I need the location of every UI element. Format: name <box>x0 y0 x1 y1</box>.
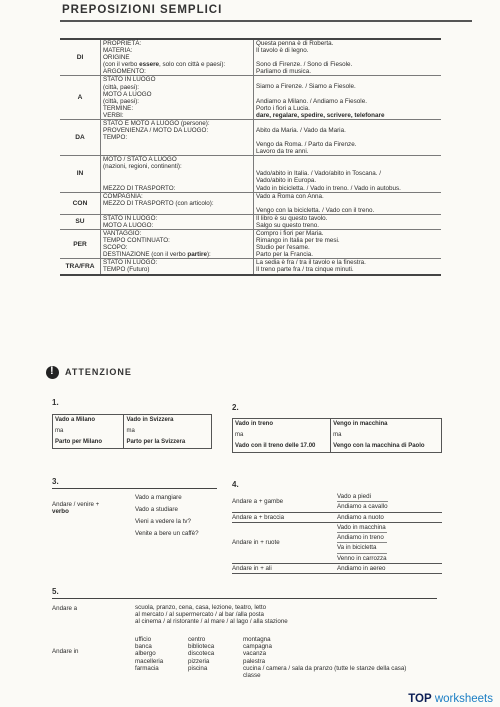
example-cell: Vado/abito in Italia. / Vado/abito in Toscana. / Vado/abito in Europa. Vado in bicicletta. / Vado in treno. / Vado in autobus. <box>254 156 442 192</box>
title-divider <box>60 20 472 22</box>
preposition-cell: IN <box>60 156 101 192</box>
table-cell: ma <box>126 428 135 434</box>
group-examples: Andiamo a nuoto <box>337 513 384 521</box>
brand-logo: TOP worksheets <box>408 693 493 705</box>
table-cell: Vado in Svizzera <box>126 417 174 423</box>
section-2-table <box>232 418 442 453</box>
preposition-cell: CON <box>60 192 101 214</box>
group-examples: Vado in macchina Andiamo in treno Va in bicicletta Venno in carrozza <box>337 523 387 562</box>
usage-cell: VANTAGGIO: TEMPO CONTINUATO: SCOPO: DESTINAZIONE (con il verbo partire): <box>101 229 254 258</box>
example-cell: Vado a Roma con Anna. Vengo con la bicicletta. / Vado con il treno. <box>254 192 442 214</box>
table-row <box>60 192 441 214</box>
table-row <box>60 259 441 275</box>
section-1-table <box>52 414 212 449</box>
section-4-number: 4. <box>232 480 239 489</box>
section-1-number: 1. <box>52 398 59 407</box>
list-item <box>232 523 442 564</box>
group-label: Andare a + gambe <box>232 498 284 506</box>
andare-in-column: centro biblioteca discoteca pizzeria piscina <box>188 636 215 672</box>
section-2-number: 2. <box>232 403 239 412</box>
section-3-rule <box>52 488 217 489</box>
list-item <box>232 513 442 523</box>
andare-a-list: scuola, pranzo, cena, casa, lezione, teatro, letto al mercato / al supermercato / al bar /alla posta al cinema / al ristorante / al mare / al lago / alla stazione <box>135 604 288 626</box>
example-cell: Questa penna è di Roberta. Il tavolo è di legno. Sono di Firenze. / Sono di Fiesole. Parliamo di musica. <box>256 40 353 76</box>
section-5-rule <box>52 598 437 599</box>
page-title: PREPOSIZIONI SEMPLICI <box>62 4 223 16</box>
section-5-number: 5. <box>52 587 59 596</box>
example-cell: La sedia è fra / tra il tavolo e la finestra. Il treno parte fra / tra cinque minuti. <box>254 259 442 275</box>
table-cell: ma <box>53 426 124 437</box>
table-row <box>60 229 441 258</box>
section-3-number: 3. <box>52 477 59 486</box>
preposition-cell: DI <box>60 39 101 76</box>
table-cell: Vengo con la macchina di Paolo <box>333 443 425 449</box>
andare-in-column: montagna campagna vacanza palestra cucina / camera / sala da pranzo (tutte le stanze della casa) classe <box>243 636 407 680</box>
usage-cell: STATO E MOTO A LUOGO (persone): PROVENIENZA / MOTO DA LUOGO: TEMPO: <box>101 120 254 156</box>
table-row <box>60 156 441 192</box>
andare-a-label: Andare a <box>52 605 78 612</box>
section-3-examples: Vado a mangiare Vado a studiare Vieni a vedere la tv? Venite a bere un caffè? <box>135 494 199 537</box>
group-label: Andare in + ali <box>232 565 272 573</box>
usage-cell: STATO IN LUOGO (città, paesi): MOTO A LUOGO (città, paesi): TERMINE: VERBI: <box>101 76 254 120</box>
table-row <box>60 76 441 120</box>
group-label: Andare a + braccia <box>232 513 285 521</box>
table-cell: Parto per Milano <box>53 437 124 449</box>
example-cell: Siamo a Firenze. / Siamo a Fiesole. Andiamo a Milano. / Andiamo a Fiesole. Porto i fiori a Lucia. dare, regalare, spedire, scrivere, telefonare <box>254 76 442 120</box>
table-cell: Vengo in macchina <box>333 421 388 427</box>
usage-cell: STATO IN LUOGO: MOTO A LUOGO: <box>101 214 254 229</box>
preposition-cell: PER <box>60 229 101 258</box>
table-cell: ma <box>233 430 331 441</box>
table-cell: ma <box>333 432 342 438</box>
preposition-cell: A <box>60 76 101 120</box>
preposition-cell: DA <box>60 120 101 156</box>
list-item <box>232 492 442 513</box>
table-cell: Vado in treno <box>233 419 331 431</box>
andare-in-column: ufficio banca albergo macelleria farmacia <box>135 636 164 672</box>
usage-cell: MOTO / STATO A LUOGO (nazioni, regioni, continenti): MEZZO DI TRASPORTO: <box>101 156 254 192</box>
preposition-cell: SU <box>60 214 101 229</box>
group-examples: Andiamo in aereo <box>337 565 386 573</box>
attention-heading: ATTENZIONE <box>65 367 132 377</box>
usage-cell: STATO IN LUOGO: TEMPO (Futuro) <box>101 259 254 275</box>
prepositions-table <box>60 38 441 276</box>
usage-cell: PROPRIETÀ: MATERIA: ORIGINE (con il verbo essere, solo con città e paesi): ARGOMENTO: <box>101 39 254 76</box>
section-3-label: Andare / venire + verbo <box>52 501 100 516</box>
preposition-cell: TRA/FRA <box>60 259 101 275</box>
example-cell: Il libro è su questo tavolo. Salgo su questo treno. <box>254 214 442 229</box>
andare-in-label: Andare in <box>52 648 79 655</box>
list-item <box>232 564 442 574</box>
exclamation-icon: ! <box>46 366 59 379</box>
table-row <box>60 120 441 156</box>
group-label: Andare in + ruote <box>232 539 280 547</box>
table-cell: Parto per la Svizzera <box>126 439 186 445</box>
example-cell: Compro i fiori per Maria. Rimango in Italia per tre mesi. Studio per l'esame. Parto per la Francia. <box>254 229 442 258</box>
group-examples: Vado a piedi Andiamo a cavallo <box>337 493 388 511</box>
section-4-list <box>232 492 442 574</box>
table-cell: Vado con il treno delle 17.00 <box>233 441 331 453</box>
example-cell: Abito da Maria. / Vado da Maria. Vengo da Roma. / Parto da Firenze. Lavoro da tre anni. <box>254 120 442 156</box>
table-row <box>60 39 441 76</box>
usage-cell: COMPAGNIA: MEZZO DI TRASPORTO (con articolo): <box>101 192 254 214</box>
table-row <box>60 214 441 229</box>
table-cell: Vado a Milano <box>53 415 124 427</box>
